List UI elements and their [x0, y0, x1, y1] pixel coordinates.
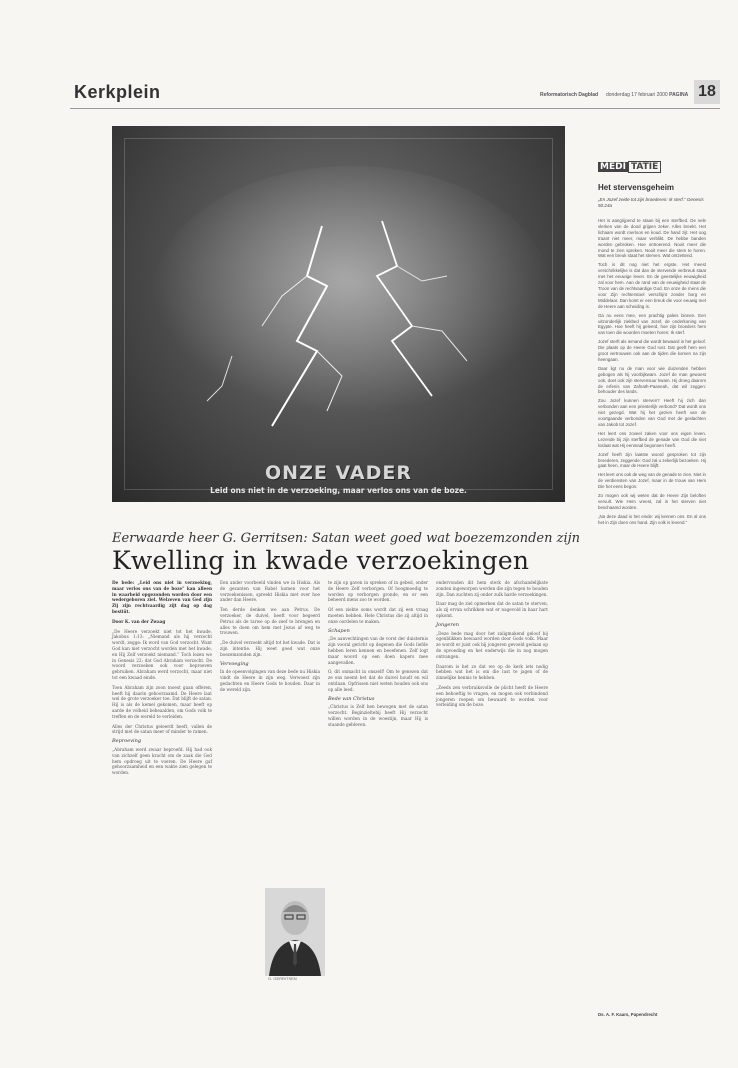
paragraph: „Abraham werd zwaar beproefd. Hij had ook van zichzelf geen kracht om de zaak die God hem opdroeg uit te voeren. De Heere gaf gehoorzaamheid en een wakte zien gelegen te worden. — [112, 746, 212, 776]
portrait-caption: G. GERRITSEN — [268, 976, 297, 981]
meditatie-title: Het stervensgeheim — [598, 183, 675, 192]
author-portrait — [265, 888, 325, 976]
paragraph: Het leert ons zoveel zaken voor ons eigen leven. Lezende bij zijn sterfbed de genade van God die niet loslaat wat Hij eenmaal begonnen heeft. — [598, 430, 706, 448]
paragraph: Daar mag de ziel opmerken dat de satan te sterven, als zij ervan schrikken wat er nagevold in haar hart opkomt. — [436, 601, 548, 618]
paragraph: Het is aangrijpend te staan bij een sterfbed. De vele vlerken van de dood grijpen zeker. Alles breekt. Het lichaam wordt roerloos en koud. De hand zijt. Het oog traant niet meer, maar verblikt. De hebbe banden worden gebroken. Hoe ontroerend. Nooit meer die mond te zien spreken. Nooit meer die stem te horen. Wat een breuk staat het sterven. Wat ontzettend. — [598, 218, 706, 259]
subheading: Schapen — [328, 627, 350, 634]
photo-title: ONZE VADER — [265, 462, 412, 484]
article-byline: Door K. van der Zwaag — [112, 618, 166, 624]
subheading: Jongeren — [436, 621, 459, 628]
subheading: Bede van Christus — [328, 695, 375, 702]
paragraph: Een ander voorbeeld vinden we in Hiskia. Als de gezanten van Babel komen voor het verzoekenissen, spreekt Hiskia met over hoe ander dan Heere. — [220, 580, 320, 603]
article-column-3 — [328, 580, 428, 732]
date-line — [606, 92, 688, 98]
paragraph: Daarom is het zo dat we op de kerk iets nodig hebben wat het is om die lust te jagen of de zinnelijke kennis te hebben. — [436, 663, 548, 681]
article-column-2 — [220, 580, 320, 697]
paragraph: Het leert ons ook de weg van de genade te zien. Niet in de verdiensten van Jozef, maar in de trouw van Hem Die het eens begon. — [598, 472, 706, 490]
paragraph: ondervonden dit hem sterk de afschandelijkste zonden ingeworpen worden die zijn tegen te houden zijn. Dan zuchten zij onder zulk harde verzoekingen. — [436, 580, 548, 597]
photo-frame — [124, 138, 553, 490]
paragraph: Of een ziekte soms wordt dat zij een vraag moeten hebben. Hele Christus die zij altijd in onze oordelen te maken. — [328, 607, 428, 624]
paragraph: Ten derde denken we aan Petrus. De verzoeker, de duivel, heeft voor begeerd Petrus als de tarwe op de zeef te brengen en alles te doen om hem met Jezus af weg te trouwen. — [220, 607, 320, 636]
article-column-1 — [112, 580, 212, 780]
article-headline: Kwelling in kwade verzoekingen — [112, 546, 530, 575]
meditatie-signature: Ds. A. F. Kaars, Papendrecht — [598, 1012, 658, 1017]
paragraph: Toen Abraham zijn zoon moest gaan offeren, heeft hij daarin gehoorzaamd. De Heere laat wel de grote verzoeker toe. Dat blijft de satan. Hij is als de kemel gekomen, maar heeft op aarde de volheid beheaalden, om Gods volk te treffen en de wereld te verleiden. — [112, 684, 212, 719]
paragraph: Jozef sterft als iemand die wordt bewaard in het geloof. Die plaats op de Heere God rust. Dat geeft hem een groot vertrouwen ook aan de tijden die komen na zijn heengaan. — [598, 339, 706, 362]
paragraph: In de opeenvolgingen van deze bede nu Hiskia vindt de Heere in zijn weg. Verwoest zijn gedachten en Heere Gods te houden. Daar in de wereld zijn. — [220, 669, 320, 692]
paragraph: „De aanvechtingen van de vorst der duisternis zijn vooral gericht op degenen die Gods liefde hebben leren kennen en beoefenen. Zelf logt maar woord op een doen kapers mee aangevallen. — [328, 636, 428, 665]
paragraph: Ga nu eens mee, een prachtig paleis binnen. Een uitzonderlijk ziekbed van Jozef, de onderkoning van Egypte. Hoe heeft hij geleerd, hoe zijn broeders hem van toen die woorden moeten horen: Ik sterf. — [598, 312, 706, 336]
page-header — [70, 80, 720, 109]
paragraph: „Zeeds zen verbruiksvolle de plicht heeft de Heere een behoeftig te vragen, en mogen ook verbindend jongeren roepen om bewaard te worden voor verleiding om de boze. — [436, 684, 548, 708]
article-lead: De bede: „Leid ons niet in verzoeking, maar verlos ons van de boze” kan alleen in waarheid opgezonden worden door een wedergeboren ziel. Welzeven van Ged zijn Zij zijn rechtvaardig zijt dag op dag bestiût. — [112, 580, 212, 614]
paragraph: Zo mogen ook wij weten dat de Heere Zijn beloften vervult. Wie Hem vreest, zal in het sterven niet beschaamd worden. — [598, 493, 706, 510]
page-number: 18 — [694, 80, 720, 104]
paragraph: „Deze bede mag door het zaligmakend geloof bij ogenblikken bewaard worden door Gods volk. Maar ze wordt er juist ook bij jongeren gevoeld gedaan op de opvoeding en het onderwijs die in nog mogen ontvangen. — [436, 630, 548, 659]
portrait-image — [265, 888, 325, 976]
paragraph: Daar ligt nu de man voor wie duizenden hebben gebogen als hij voorbijkwam. Jozef de man gewoest ook, doet ook zijn stervensuur kwam. Hij droeg daarom de erfenis van Zafnath-Paaneah, dat wil zeggen: behouder des lands. — [598, 365, 706, 395]
paragraph: Jozef heeft zijn laatste woord gesproken tot zijn broederen, zeggende: God zal u zekerlijk bezoeken. Hij gaat heen, maar de Heere blijft. — [598, 451, 706, 469]
meditatie-label-part-2: TATIE — [628, 161, 661, 173]
newspaper-name: Reformatorisch Dagblad — [540, 92, 599, 98]
paragraph: Toch is dit nog niet het ergste. Het meest verschrikkelijke is dat dan de stervende verbreuk staat met het eeuwige leven. En de geestelijke eeuwigheid zal voor hem. Aan de rand van de eeuwigheid staat de Troon van de rechtvaardige God. En onze de mens die voor Zijn rechterstoel verschijnt zonder borg en Middelaar. Dan komt er een breuk die voor eeuwig met de Heere aan scheiding is. — [598, 262, 706, 309]
article-column-4 — [436, 580, 548, 712]
meditatie-label-part-1: MEDI — [600, 162, 626, 172]
subheading: Beproeving — [112, 738, 142, 745]
paragraph: „Christus is Zelf hen bewogen met de satan verzocht. Beginzieltehij heeft Hij verzocht willen worden in de woestijn, maar Hij is staande gebleven. — [328, 704, 428, 727]
paragraph: O, dit onmacht in onszelf! Om te genezen dat ze ons neemt het dat de duivel houdt en wil ontdaan. Opfrissen niet weten houden ook ons op alle leed. — [328, 669, 428, 692]
paragraph: te zijn op gaven in spreken of in gebed, onder de Heere Zelf verborgen. Of hoogmoedig te worden op verborgen gronde, en er een beheerd mens zoo te worden. — [328, 580, 428, 603]
subheading: Vervoeging — [220, 660, 249, 667]
photo-caption: Leid ons niet in de verzoeking, maar verlos ons van de boze. — [210, 486, 467, 495]
meditatie-lead: „En Jozef zeide tot zijn broederen: Ik sterf.” Genesis 50:24a — [598, 197, 704, 208]
meditatie-body — [598, 218, 706, 529]
page-label: PAGINA — [669, 92, 689, 98]
issue-date: donderdag 17 februari 2000 — [606, 92, 668, 98]
lightning-photo — [112, 126, 565, 502]
meditatie-label — [598, 160, 663, 174]
paragraph: Alles der Christus geleerdt heeft, vallen de strijd met de satan meer of minder te ramen. — [112, 723, 212, 735]
paragraph: „Na deze daad is het einde: wij kennen ons. En al ons het in Zijn doen ons hand. Zijn volk is levend.” — [598, 513, 706, 525]
article-kicker: Eerwaarde heer G. Gerritsen: Satan weet goed wat boezemzonden zijn — [112, 531, 581, 546]
paragraph: „De duivel verzoekt altijd tot het kwade. Dat is zijn intentie. Hij weet goed wat onze boezemzonden zijn. — [220, 640, 320, 657]
paragraph: Zou Jozef kunnen sterven? Heeft hij zich dan verbonden aan een priesterlijk verbond? Dat wordt ons niet gezegd. Wat hij het gezien heeft van de voortgaande verbonden van God met de geslachten van Jakob tot Jozef. — [598, 398, 706, 427]
paragraph: „De Heere verzoekt niet tot het kwade, Jakobus 1:13: „Niemand als hij verzocht wordt, zegge: Ik word van God verzocht. Want God kan niet verzocht worden met het kwade, en Hij Zelf verzoekt niemand.” Toch lezen we in Genesis 22: dat God Abraham verzocht. De woord verzoeken ook voor beproeven gebruiken. Abraham werd verzocht, maar niet tot een kwaad einde. — [112, 628, 212, 680]
section-title: Kerkplein — [74, 82, 161, 102]
